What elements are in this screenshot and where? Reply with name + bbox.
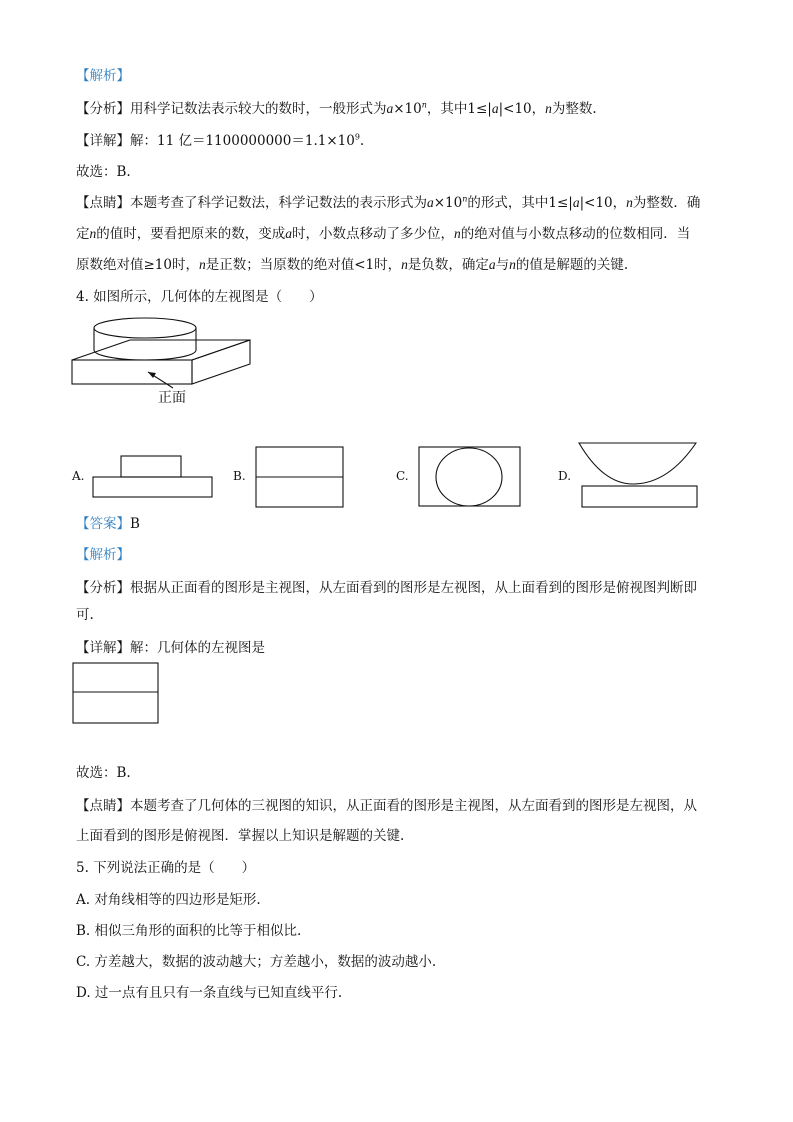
q5-question: 5. 下列说法正确的是（ ） <box>76 860 256 876</box>
q5-option-b: B. 相似三角形的面积的比等于相似比. <box>76 923 302 939</box>
q5-option-c: C. 方差越大，数据的波动越大；方差越小，数据的波动越小. <box>76 954 437 970</box>
option-d-label: D. <box>558 469 572 483</box>
dianjing-line-3: 原数绝对值≥10时，n是正数；当原数的绝对值<1时，n是负数，确定a与n的值是解题的关键. <box>76 257 629 273</box>
q4-xiangjie-line: 【详解】解：几何体的左视图是 <box>76 640 265 656</box>
q4-guxuan: 故选：B. <box>76 765 131 781</box>
q4-fenxi-line-2: 可. <box>76 607 94 623</box>
q4-question: 4. 如图所示，几何体的左视图是（ ） <box>76 289 323 305</box>
option-c-figure <box>418 446 523 511</box>
geometry-figure <box>70 316 270 416</box>
option-c-label: C. <box>396 469 409 483</box>
fenxi-line: 【分析】用科学记数法表示较大的数时，一般形式为$a\times 10^n$，其中1≤|a|<10，n为整数. <box>76 100 597 117</box>
front-label: 正面 <box>158 390 186 406</box>
dianjing-line-1: 【点睛】本题考查了科学记数法，科学记数法的表示形式为$a\times 10^n$的形式，其中1≤|a|<10，n为整数．确 <box>76 194 701 211</box>
fenxi-tag: 【分析】 <box>76 101 130 117</box>
xiangjie-tag: 【详解】 <box>76 133 130 149</box>
option-a-label: A. <box>72 469 85 483</box>
option-b-figure <box>255 446 350 511</box>
q4-jiexi-header: 【解析】 <box>76 547 130 563</box>
q4-dianjing-line-2: 上面看到的图形是俯视图．掌握以上知识是解题的关键. <box>76 828 405 844</box>
option-b-label: B. <box>233 469 246 483</box>
q4-dianjing-line-1: 【点睛】本题考查了几何体的三视图的知识，从正面看的图形是主视图，从左面看到的图形是左视图，从 <box>76 798 697 814</box>
option-a-figure <box>92 455 217 500</box>
guxuan-q3: 故选：B. <box>76 164 131 180</box>
jiexi-header: 【解析】 <box>76 68 130 84</box>
q5-option-d: D. 过一点有且只有一条直线与已知直线平行. <box>76 985 343 1001</box>
q5-option-a: A. 对角线相等的四边形是矩形. <box>76 892 261 908</box>
left-view-answer-figure <box>72 662 162 727</box>
answer-value: B <box>130 516 140 532</box>
xiangjie-line: 【详解】解：11 亿$=1100000000=1.1\times 10^9$. <box>76 132 365 149</box>
dianjing-tag: 【点睛】 <box>76 195 130 211</box>
q4-fenxi-line-1: 【分析】根据从正面看的图形是主视图，从左面看到的图形是左视图，从上面看到的图形是俯视图判断即 <box>76 580 697 596</box>
option-d-figure <box>578 442 703 512</box>
answer-tag: 【答案】 <box>76 516 130 532</box>
answer-line <box>76 514 140 534</box>
dianjing-line-2: 定n的值时，要看把原来的数，变成a时，小数点移动了多少位，n的绝对值与小数点移动的位数相同．当 <box>76 226 691 242</box>
